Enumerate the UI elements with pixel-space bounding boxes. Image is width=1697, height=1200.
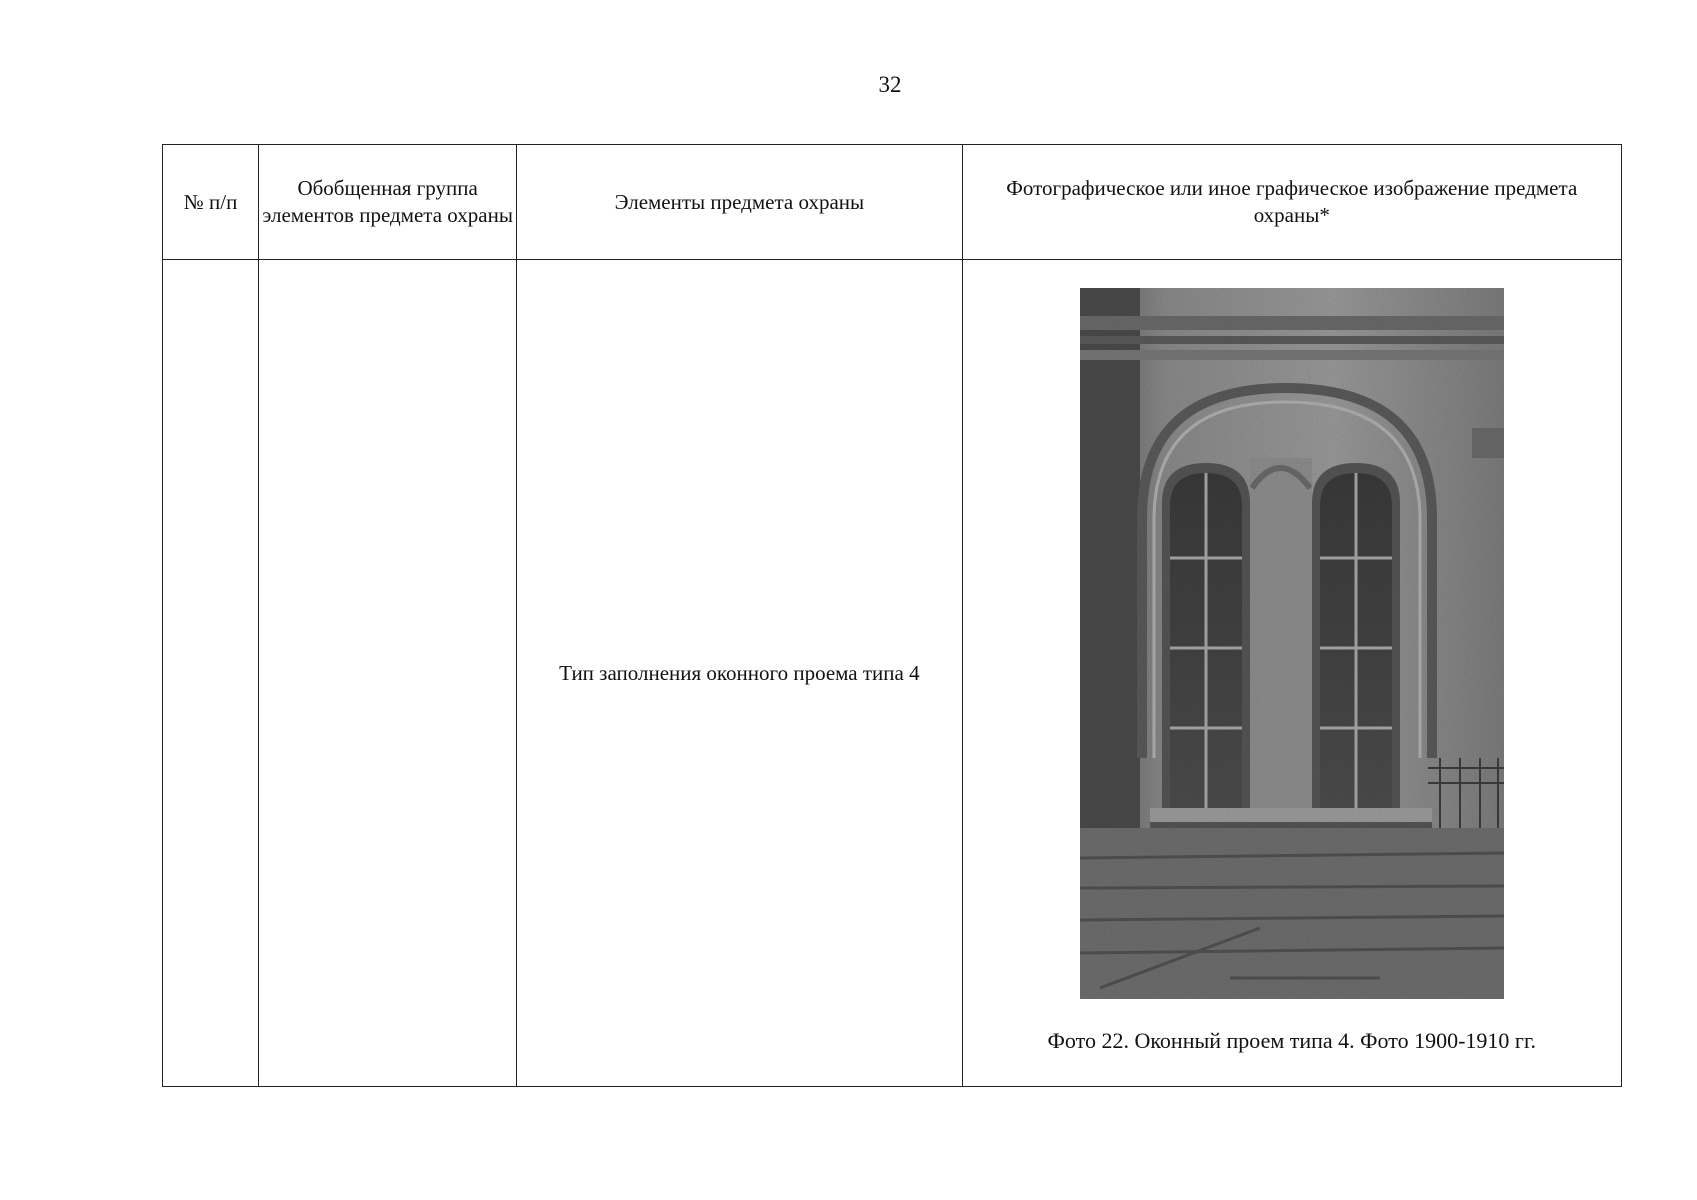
window-photo [1080, 288, 1504, 999]
table-row [163, 260, 1622, 1087]
header-row [163, 145, 1622, 260]
cell-element [517, 260, 962, 1087]
protection-table [162, 144, 1622, 1087]
element-text: Тип заполнения оконного проема типа 4 [559, 660, 920, 685]
cell-photo [962, 260, 1621, 1087]
page-number: 32 [878, 72, 902, 97]
cell-group [259, 260, 517, 1087]
photo-caption: Фото 22. Оконный проем типа 4. Фото 1900-1910 гг. [1047, 1028, 1536, 1053]
header-elements: Элементы предмета охраны [517, 145, 962, 260]
header-image-label: Фотографическое или иное графическое изображение предмета охраны* [1006, 176, 1578, 227]
header-num: № п/п [163, 145, 259, 260]
cell-num [163, 260, 259, 1087]
header-group: Обобщенная группа элементов предмета охраны [259, 145, 517, 260]
header-image [962, 145, 1621, 260]
table-header [163, 145, 1622, 260]
